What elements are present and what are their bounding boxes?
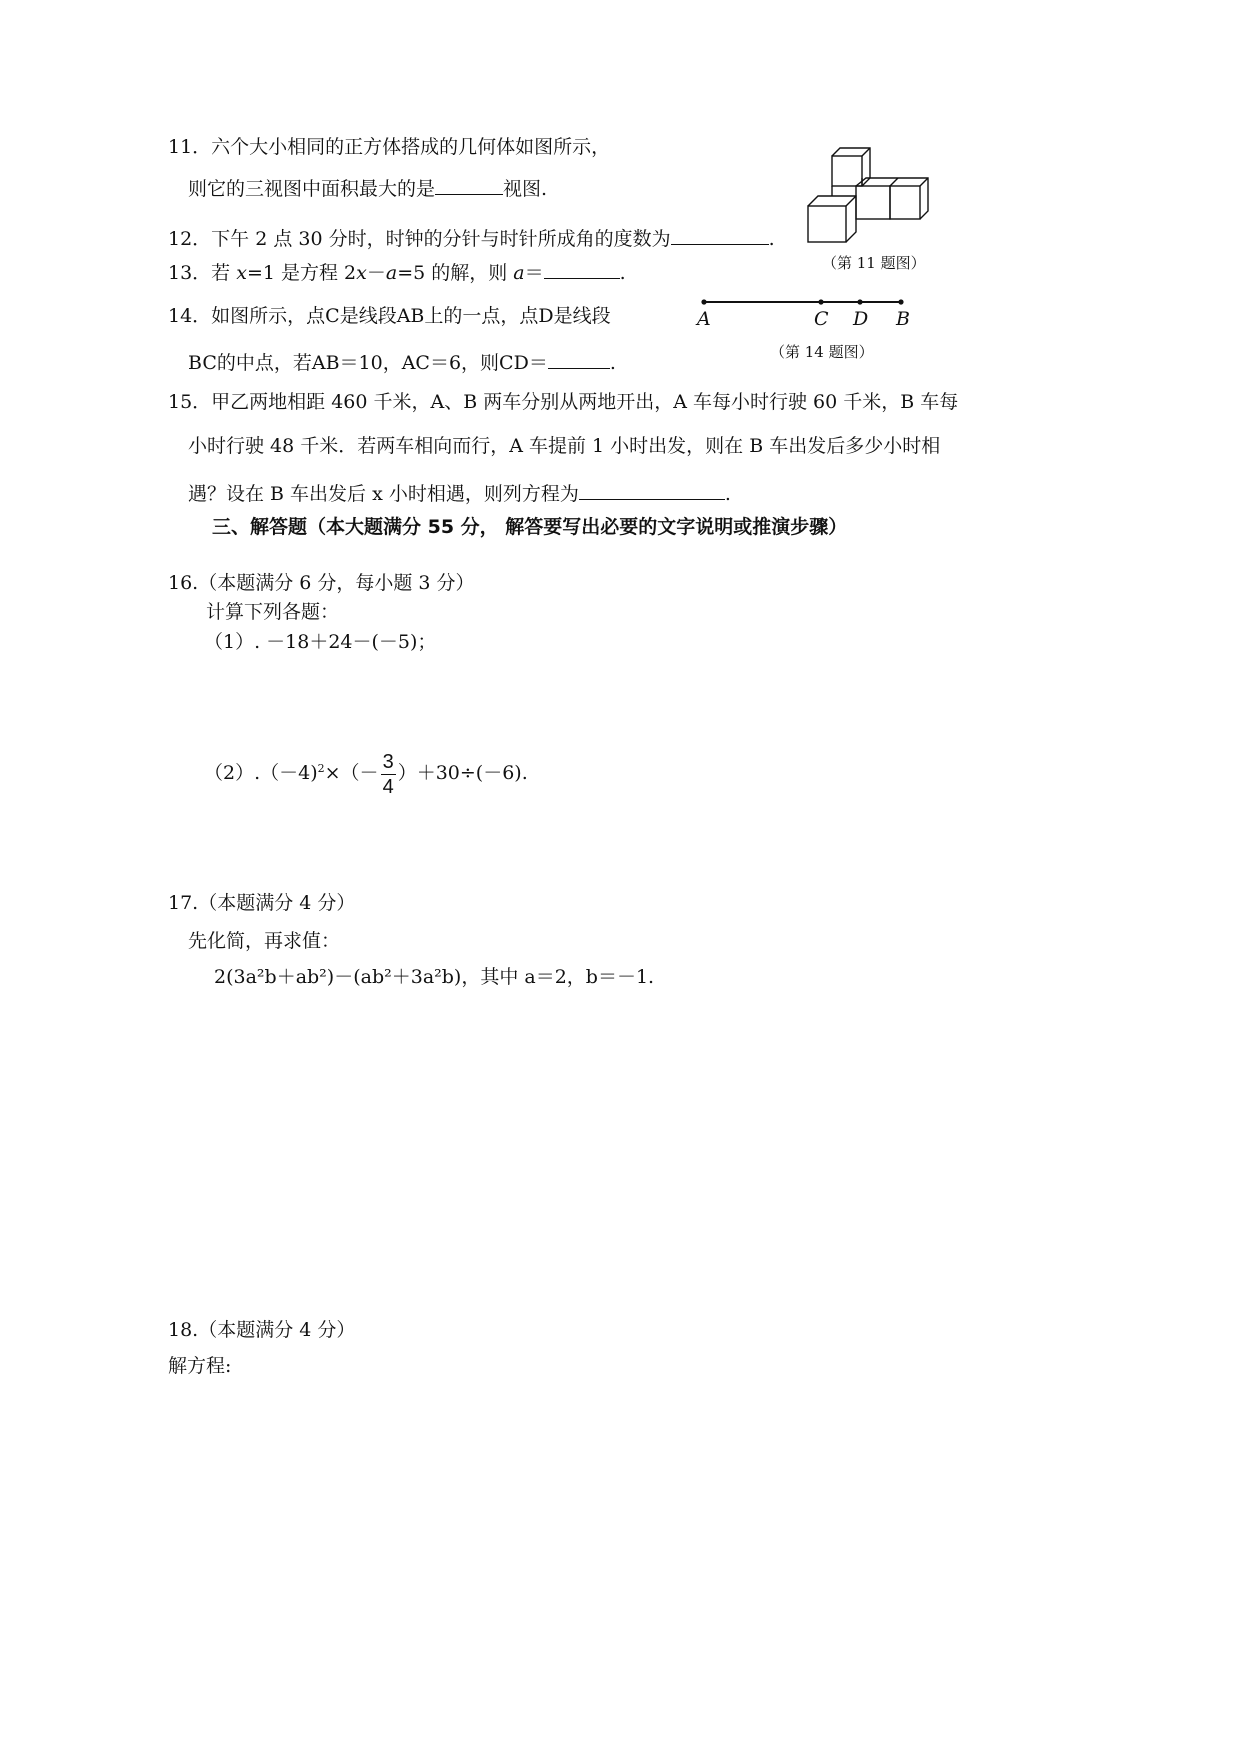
q13-a-var: a <box>513 262 525 284</box>
q11-line2-suffix: 视图. <box>503 178 548 200</box>
q13-mid6: ＝ <box>524 262 544 284</box>
q17-instruction: 先化简，再求值： <box>188 930 341 952</box>
q16-frac-den: 4 <box>382 775 394 798</box>
q14-label-a: A <box>697 308 711 330</box>
q17-expression: 2(3a²b＋ab²)－(ab²＋3a²b)，其中 a＝2，b＝－1. <box>214 966 655 988</box>
q12-prefix: 12．下午 2 点 30 分时，时钟的分针与时针所成角的度数为 <box>168 228 671 250</box>
q16-header: 16.（本题满分 6 分，每小题 3 分） <box>168 572 475 594</box>
q18-header: 18.（本题满分 4 分） <box>168 1319 356 1341</box>
q16-fraction <box>381 750 396 799</box>
section3-title: 三、解答题（本大题满分 55 分， 解答要写出必要的文字说明或推演步骤） <box>212 516 848 538</box>
q13-x-var: x <box>236 262 247 284</box>
q13-line <box>168 260 626 283</box>
q13-prefix: 13．若 <box>168 262 237 284</box>
q15-line2: 小时行驶 48 千米．若两车相向而行，A 车提前 1 小时出发，则在 B 车出发后多少小时相 <box>188 435 941 457</box>
q13-mid3: － <box>366 262 386 284</box>
q14-segment-figure <box>696 293 916 313</box>
q16-part1: （1）. －18＋24－(－5)； <box>204 631 437 653</box>
q13-mid4: a <box>385 262 398 284</box>
q11-answer-blank[interactable] <box>435 176 503 195</box>
q14-label-b: B <box>896 308 910 330</box>
q18-instruction: 解方程: <box>168 1355 232 1377</box>
q14-label-d: D <box>853 308 869 330</box>
q15-line3 <box>188 481 731 504</box>
q14-figure-caption: （第 14 题图） <box>770 343 874 361</box>
q15-answer-blank[interactable] <box>579 481 725 500</box>
q14-answer-blank[interactable] <box>548 350 610 369</box>
q16-part2 <box>204 748 528 799</box>
point-d <box>857 299 862 304</box>
q11-line2-prefix: 则它的三视图中面积最大的是 <box>188 178 436 200</box>
q15-line3-suffix: . <box>724 483 731 505</box>
q13-mid2: x <box>356 262 367 284</box>
q17-header: 17.（本题满分 4 分） <box>168 892 356 914</box>
q13-answer-blank[interactable] <box>544 260 620 279</box>
q16-frac-num: 3 <box>382 750 394 773</box>
q13-mid5: =5 的解，则 <box>397 262 514 284</box>
q12-line <box>168 226 775 249</box>
q15-line3-prefix: 遇？设在 B 车出发后 x 小时相遇，则列方程为 <box>188 483 579 505</box>
q11-line1: 11．六个大小相同的正方体搭成的几何体如图所示， <box>168 136 611 158</box>
q16-part2-prefix: （2）.（－4) <box>204 762 318 784</box>
q16-part2-mid: ×（－ <box>324 762 379 784</box>
q12-suffix: . <box>768 228 775 250</box>
q16-part2-exp: 2 <box>317 762 325 775</box>
q11-cube-figure <box>804 145 934 245</box>
q12-answer-blank[interactable] <box>671 226 769 245</box>
point-b <box>898 299 903 304</box>
q13-suffix: . <box>619 262 626 284</box>
point-a <box>701 299 706 304</box>
q14-line1: 14．如图所示，点C是线段AB上的一点，点D是线段 <box>168 305 611 327</box>
q14-label-c: C <box>814 308 829 330</box>
q11-line2 <box>188 176 547 199</box>
q11-figure-caption: （第 11 题图） <box>822 254 926 272</box>
q13-mid1: =1 是方程 2 <box>246 262 357 284</box>
q14-line2-prefix: BC的中点，若AB＝10，AC＝6，则CD＝ <box>188 352 548 374</box>
q14-line2-suffix: . <box>609 352 616 374</box>
q14-line2 <box>188 350 616 373</box>
q16-instruction: 计算下列各题： <box>206 601 340 623</box>
point-c <box>818 299 823 304</box>
q15-line1: 15．甲乙两地相距 460 千米，A、B 两车分别从两地开出，A 车每小时行驶 60 千米，B 车每 <box>168 391 959 413</box>
q16-part2-suffix: ）＋30÷(－6). <box>397 762 528 784</box>
